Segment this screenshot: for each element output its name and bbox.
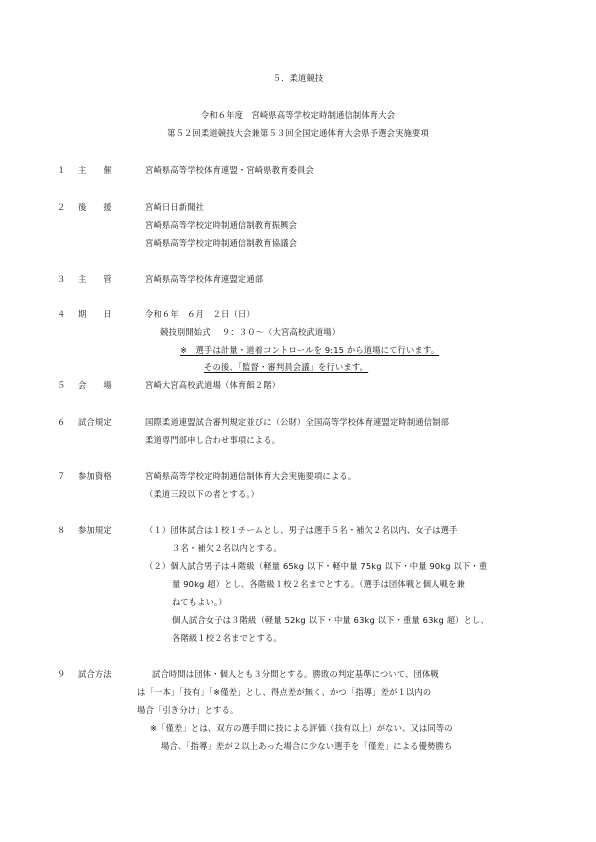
item-number: ５ [57,380,66,390]
item-number: １ [57,165,66,175]
section-heading: ５．柔道競技 [272,73,324,83]
opening-ceremony: 競技別開始式 ９：３０～（大宮高校武道場） [160,327,341,337]
item-text: 場合「引き分け」とする。 [137,705,239,715]
item-number: ３ [57,274,66,284]
item-label: 後 援 [78,202,112,212]
item-text: 量 90kg 超）とし、各階級１校２名までとする。（選手は団体戦と個人戦を兼 [172,579,465,589]
item-number: ４ [57,309,66,319]
document-title-line2: 第５２回柔道競技大会兼第５３回全国定通体育大会県予選会実施要項 [167,128,429,138]
item-number: ６ [57,417,66,427]
item-text: は「一本」「技有」「※僅差」とし、得点差が無く、かつ「指導」差が１以内の [137,687,432,697]
item-number: ８ [57,525,66,535]
meeting-note: その後、「監督・審判員会議」を行います。 [204,362,369,372]
item-label: 試合規定 [78,417,112,427]
item-text: 宮崎県高等学校定時制通信制教育協議会 [145,238,298,248]
item-text: （１）団体試合は１校１チームとし、男子は選手５名・補欠２名以内、女子は選手 [145,525,458,535]
item-number: ２ [57,202,66,212]
item-label: 参加規定 [78,525,112,535]
item-text: ねてもよい。） [172,597,227,607]
item-number: ９ [57,669,66,679]
item-text: 個人試合女子は３階級（軽量 52kg 以下・中量 63kg 以下・重量 63kg 超）とし、 [172,615,489,625]
document-title-line1: 令和６年度 宮崎県高等学校定時制通信制体育大会 [200,110,396,120]
item-text: （柔道三段以下の者とする。） [145,489,260,499]
item-text: 宮崎県高等学校体育連盟・宮崎県教育委員会 [145,165,314,175]
item-number: ７ [57,471,66,481]
item-label: 会 場 [78,380,112,390]
item-label: 主 管 [78,274,112,284]
item-text: 宮崎県高等学校定時制通信制教育振興会 [145,220,298,230]
item-text: （２）個人試合男子は４階級（軽量 65kg 以下・軽中量 75kg 以下・中量 90kg 以下・重 [145,561,488,571]
item-label: 主 催 [78,165,112,175]
weigh-in-note: ※ 選手は計量・道着コントロールを 9:15 から道場にて行います。 [180,345,440,355]
item-text: ３名・補欠２名以内とする。 [172,543,282,553]
item-text: 各階級１校２名までとする。 [172,633,282,643]
item-text: 宮崎大宮高校武道場（体育館２階） [145,380,281,390]
event-date: 令和６年 ６月 ２日（日） [145,309,255,319]
item-text: 試合時間は団体・個人とも３分間とする。勝敗の判定基準について、団体戦 [152,669,439,679]
item-text: 宮崎県高等学校体育連盟定通部 [145,274,264,284]
item-label: 期 日 [78,309,112,319]
item-text: 宮崎日日新聞社 [145,202,205,212]
item-label: 試合方法 [78,669,112,679]
item-text: ※「僅差」とは、双方の選手間に技による評価（技有以上）がない、又は同等の [150,723,453,733]
item-text: 国際柔道連盟試合審判規定並びに（公財）全国高等学校体育連盟定時制通信制部 [145,417,450,427]
item-text: 柔道専門部申し合わせ事項による。 [145,435,281,445]
item-text: 場合、「指導」差が２以上あった場合に少ない選手を「僅差」による優勢勝ち [161,741,453,751]
item-label: 参加資格 [78,471,112,481]
item-text: 宮崎県高等学校定時制通信制体育大会実施要項による。 [145,471,357,481]
